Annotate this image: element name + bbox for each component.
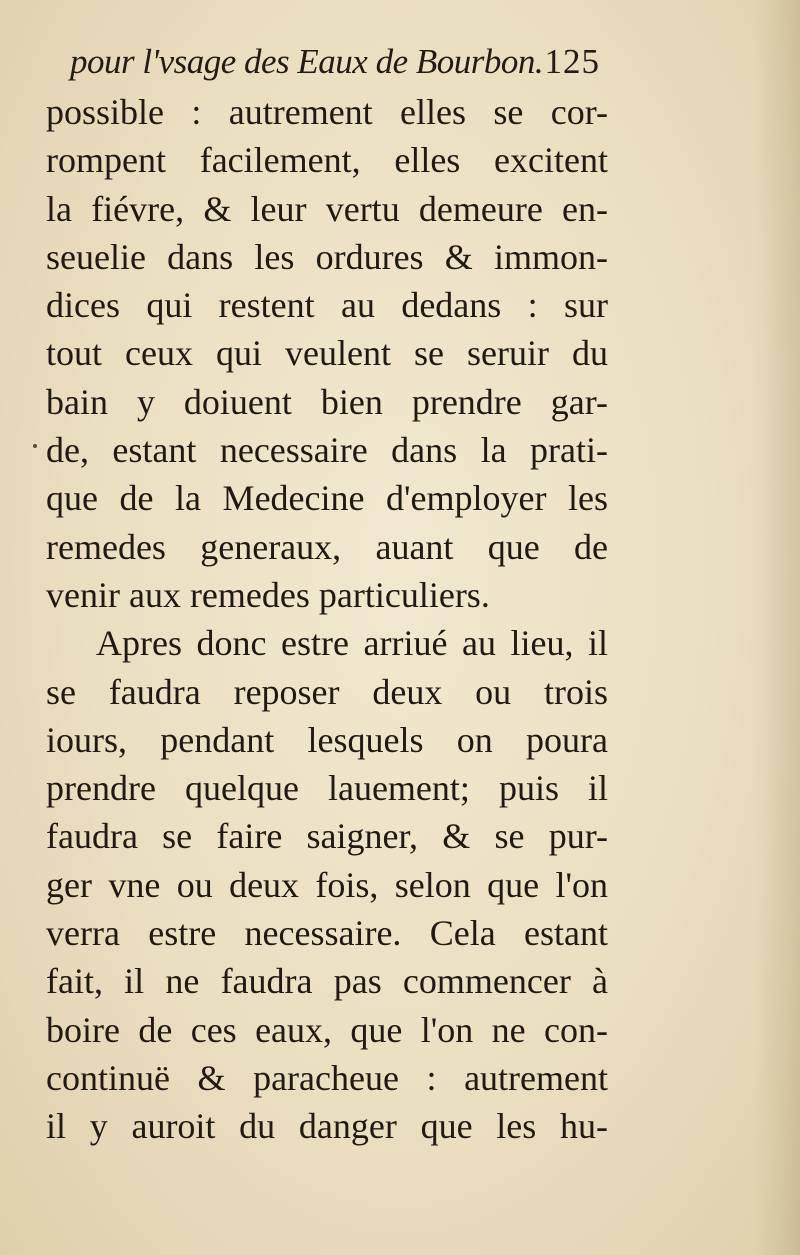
text-line: possible : autrement elles se cor- bbox=[46, 92, 608, 132]
running-head bbox=[70, 42, 600, 94]
running-title: pour l'vsage des Eaux de Bourbon. bbox=[70, 42, 544, 81]
text-line: continuë & paracheue : autrement bbox=[46, 1057, 608, 1098]
text-line: ger vne ou deux fois, selon que l'on bbox=[46, 864, 608, 905]
text-line: se faudra reposer deux ou trois bbox=[46, 671, 608, 712]
paragraph-start-line: Apres donc estre arriué au lieu, il bbox=[96, 623, 608, 664]
text-line: faudra se faire saigner, & se pur- bbox=[46, 816, 608, 857]
page-number: 125 bbox=[544, 42, 600, 81]
body-text bbox=[46, 88, 608, 1151]
text-line: il y auroit du danger que les hu- bbox=[46, 1106, 608, 1147]
text-line: boire de ces eaux, que l'on ne con- bbox=[46, 1009, 608, 1050]
text-line: fait, il ne faudra pas commencer à bbox=[46, 961, 608, 1002]
text-line: seuelie dans les ordures & immon- bbox=[46, 236, 608, 277]
text-line: iours, pendant lesquels on poura bbox=[46, 719, 608, 760]
page-edge-shadow bbox=[754, 0, 800, 1255]
text-line: tout ceux qui veulent se seruir du bbox=[46, 333, 608, 374]
text-line: dices qui restent au dedans : sur bbox=[46, 285, 608, 326]
margin-speck bbox=[33, 444, 37, 448]
text-line: bain y doiuent bien prendre gar- bbox=[46, 381, 608, 422]
paragraph-end-line: venir aux remedes particuliers. bbox=[46, 574, 490, 615]
text-line: la fiévre, & leur vertu demeure en- bbox=[46, 188, 608, 229]
text-line: de, estant necessaire dans la prati- bbox=[46, 430, 608, 471]
text-line: rompent facilement, elles excitent bbox=[46, 140, 608, 181]
text-line: prendre quelque lauement; puis il bbox=[46, 768, 608, 809]
text-line: que de la Medecine d'employer les bbox=[46, 478, 608, 519]
text-line: verra estre necessaire. Cela estant bbox=[46, 913, 608, 954]
text-line: remedes generaux, auant que de bbox=[46, 526, 608, 567]
